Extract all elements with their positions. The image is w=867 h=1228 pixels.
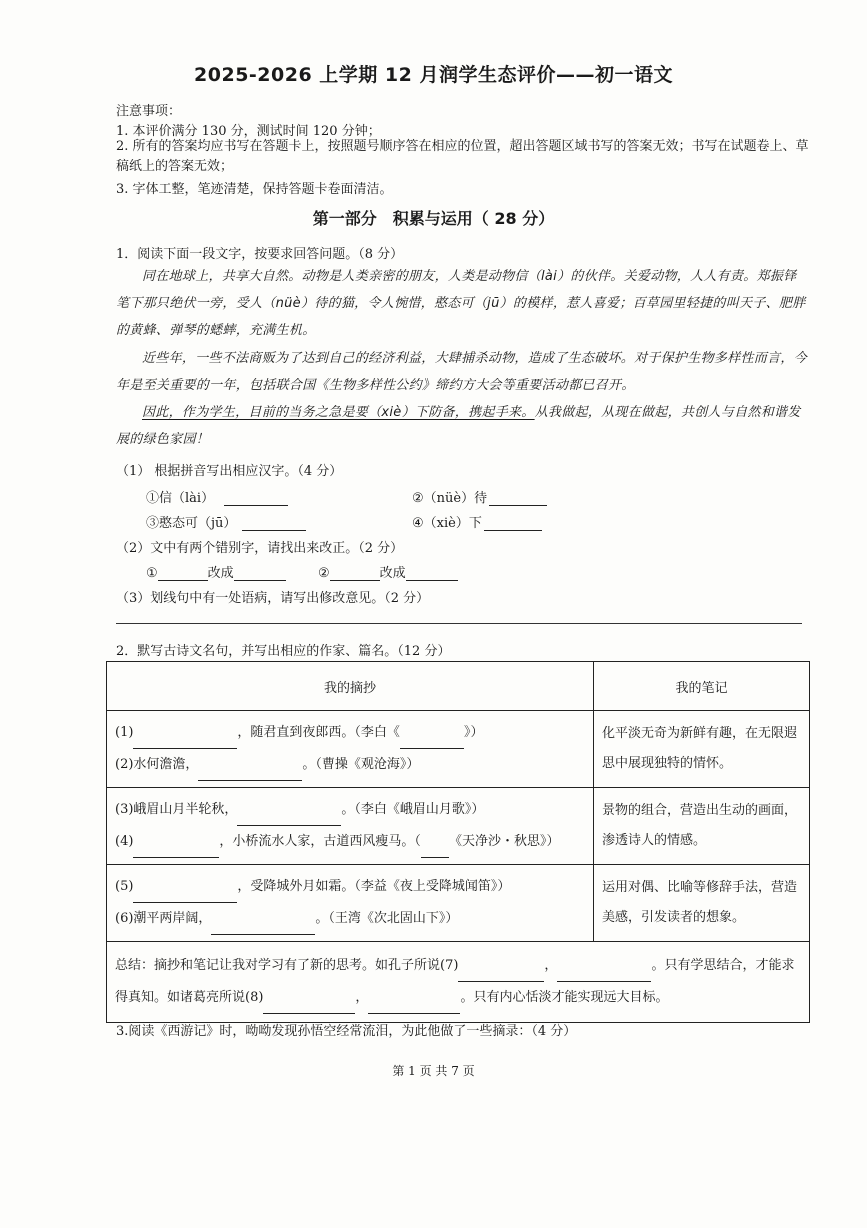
excerpt-cell: (1) ，随君直到夜郎西。（李白《 》） (2)水何澹澹， 。（曹操《观沧海》）: [107, 711, 594, 788]
q1-paragraph-3: [116, 399, 808, 453]
answer-blank[interactable]: [458, 967, 544, 982]
section-title: 第一部分 积累与运用（ 28 分）: [312, 209, 555, 228]
column-header-notes: 我的笔记: [594, 662, 810, 711]
pinyin-item-4: ④（xiè）下: [412, 512, 542, 531]
note-item-2: 2. 所有的答案均应书写在答题卡上，按照题号顺序答在相应的位置，超出答题区域书写的答案无效；书写在试题卷上、草稿纸上的答案无效；: [116, 139, 809, 174]
typo-fix-2: ② 改成: [318, 562, 458, 581]
answer-blank[interactable]: [263, 999, 355, 1014]
excerpt-cell: (3)峨眉山月半轮秋， 。（李白《峨眉山月歌》） (4) ，小桥流水人家，古道西风瘦马。（ 《天净沙・秋思》）: [107, 788, 594, 865]
exam-title: 2025-2026 上学期 12 月润学生态评价——初一语文: [194, 64, 673, 86]
answer-blank[interactable]: [211, 920, 315, 935]
note-item-3: 3. 字体工整，笔迹清楚，保持答题卡卷面清洁。: [116, 182, 393, 197]
answer-blank[interactable]: [133, 843, 219, 858]
q1-paragraph-2: 近些年，一些不法商贩为了达到自己的经济利益，大肆捕杀动物，造成了生态破坏。对于保护生物多样性而言，今年是至关重要的一年，包括联合国《生物多样性公约》缔约方大会等重要活动都已召开。: [116, 351, 808, 393]
q1-sub1: （1） 根据拼音写出相应汉字。（4 分）: [116, 464, 343, 479]
note-item-1: 1. 本评价满分 130 分，测试时间 120 分钟；: [116, 124, 381, 139]
page-footer: 第 1 页 共 7 页: [392, 1064, 475, 1078]
answer-blank[interactable]: [330, 566, 380, 581]
table-row: [107, 711, 810, 788]
answer-blank[interactable]: [158, 566, 208, 581]
answer-blank[interactable]: [406, 566, 458, 581]
note-cell: 景物的组合，营造出生动的画面，渗透诗人的情感。: [594, 788, 810, 865]
excerpt-cell: (5) ，受降城外月如霜。（李益《夜上受降城闻笛》） (6)潮平两岸阔， 。（王湾《次北固山下》）: [107, 865, 594, 942]
answer-blank[interactable]: [242, 516, 306, 531]
q1-paragraph-1: 同在地球上，共享大自然。动物是人类亲密的朋友，人类是动物信（lài）的伙伴。关爱动物，人人有责。郑振铎笔下那只绝伏一旁，受人（nüè）待的猫，令人惋惜，憨态可（jū）的模样，惹人喜爱；百草园里轻捷的叫天子、肥胖的黄蜂、弹琴的蟋蟀，充满生机。: [116, 269, 806, 338]
pinyin-item-2: ②（nüè）待: [412, 487, 547, 506]
column-header-excerpt: 我的摘抄: [107, 662, 594, 711]
answer-blank[interactable]: [133, 888, 237, 903]
pinyin-item-3: ③憨态可（jū）: [146, 512, 306, 531]
q3-stem: 3.阅读《西游记》时，呦呦发现孙悟空经常流泪，为此他做了一些摘录：（4 分）: [116, 1024, 577, 1039]
answer-blank[interactable]: [198, 766, 302, 781]
pinyin-item-1: ①信（lài）: [146, 487, 288, 506]
q2-stem: 2．默写古诗文名句，并写出相应的作家、篇名。（12 分）: [116, 644, 451, 659]
q1-sub3: （3）划线句中有一处语病，请写出修改意见。（2 分）: [116, 591, 430, 606]
typo-fix-1: ① 改成: [146, 562, 286, 581]
note-cell: 运用对偶、比喻等修辞手法，营造美感，引发读者的想象。: [594, 865, 810, 942]
answer-blank[interactable]: [368, 999, 460, 1014]
answer-blank[interactable]: [400, 734, 464, 749]
answer-blank[interactable]: [484, 516, 542, 531]
summary-cell: 总结：摘抄和笔记让我对学习有了新的思考。如孔子所说(7) ， 。只有学思结合，才能求得真知。如诸葛亮所说(8) ， 。只有内心恬淡才能实现远大目标。: [107, 942, 810, 1023]
q1-sub2: （2）文中有两个错别字，请找出来改正。（2 分）: [116, 541, 404, 556]
answer-blank[interactable]: [237, 811, 341, 826]
underlined-sentence: 因此，作为学生，目前的当务之急是要（xiè）下防备，携起手来。: [142, 405, 535, 420]
answer-line[interactable]: [116, 623, 802, 624]
table-row: [107, 788, 810, 865]
answer-blank[interactable]: [234, 566, 286, 581]
note-cell: 化平淡无奇为新鲜有趣，在无限遐思中展现独特的情怀。: [594, 711, 810, 788]
table-row: [107, 865, 810, 942]
answer-blank[interactable]: [421, 843, 449, 858]
answer-blank[interactable]: [489, 491, 547, 506]
answer-blank[interactable]: [224, 491, 288, 506]
q1-stem: 1．阅读下面一段文字，按要求回答问题。（8 分）: [116, 247, 404, 262]
paragraph-3-rest: 从我做起，从现在做起，共创人与自然和谐发展的绿色家园！: [116, 405, 801, 447]
poem-table: [106, 661, 810, 1023]
answer-blank[interactable]: [133, 734, 237, 749]
table-row: [107, 942, 810, 1023]
answer-blank[interactable]: [557, 967, 651, 982]
notes-heading: 注意事项：: [116, 104, 182, 119]
